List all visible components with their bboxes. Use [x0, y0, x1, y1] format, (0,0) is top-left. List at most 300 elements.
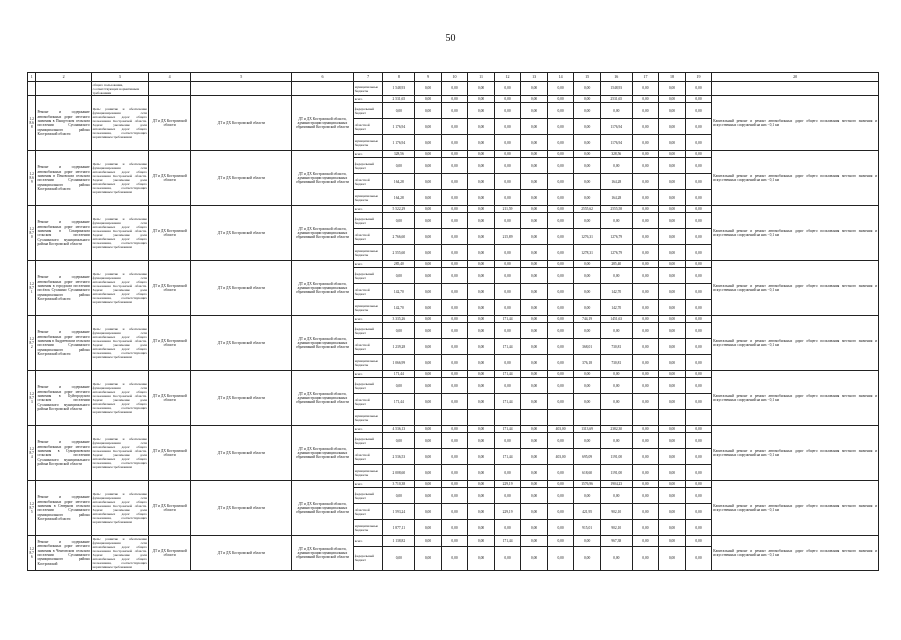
amount-cell: 0,00: [521, 504, 548, 520]
amount-cell: 0,00: [659, 481, 686, 488]
amount-cell: 0,00: [521, 394, 548, 410]
table-row: [28, 261, 879, 268]
amount-cell: 0,00: [521, 206, 548, 213]
amount-cell: 1 877,11: [383, 520, 415, 536]
amount-cell: 0,00: [468, 465, 495, 481]
amount-cell: 0,00: [468, 371, 495, 378]
amount-cell: 0,00: [468, 229, 495, 245]
item-number: 1.28.70: [28, 206, 36, 261]
amount-cell: 0,00: [468, 504, 495, 520]
amount-cell: 229,19: [494, 481, 521, 488]
item-number: 1.28.73: [28, 371, 36, 426]
goal-text: Цель: развитие и обеспечение функционирования сети автомобильных дорог общего пользования Костромской области. Задача: увеличение доли автомобильных дорог общего пользования, соответствующих нормативным требованиям: [91, 371, 148, 426]
amount-cell: 0,00: [441, 284, 468, 300]
amount-cell: 0,00: [441, 158, 468, 174]
amount-cell: 164,28: [383, 174, 415, 190]
amount-cell: 0,00: [685, 151, 712, 158]
co-executor: ДТ и ДХ Костромской области: [191, 151, 292, 206]
amount-cell: 0,00: [685, 323, 712, 339]
recipient: ДТ и ДХ Костромской области, администрации муниципальных образований Костромской области: [292, 151, 354, 206]
amount-cell: 0,00: [547, 103, 574, 119]
amount-cell: 0,00: [468, 394, 495, 410]
amount-cell: 0,00: [415, 190, 442, 206]
amount-cell: 0,00: [659, 261, 686, 268]
funding-source: областной бюджет: [353, 119, 383, 135]
amount-cell: 171,44: [494, 394, 521, 410]
amount-cell: 0,00: [468, 284, 495, 300]
amount-cell: 0,00: [685, 135, 712, 151]
amount-cell: 0,00: [441, 151, 468, 158]
amount-cell: 0,00: [547, 520, 574, 536]
empty-cell: [712, 82, 879, 96]
executor: ДТ и ДХ Костромской области: [148, 261, 190, 316]
amount-cell: 0,00: [521, 135, 548, 151]
item-number: 1.28.72: [28, 316, 36, 371]
amount-cell: 0,00: [632, 546, 659, 570]
amount-cell: 0,00: [685, 103, 712, 119]
amount-cell: 0,00: [659, 449, 686, 465]
amount-cell: 1 138,82: [383, 536, 415, 547]
amount-cell: 0,00: [415, 465, 442, 481]
amount-cell: [494, 410, 521, 426]
amount-cell: 0,00: [685, 119, 712, 135]
item-name: Ремонт и содержание автомобильных дорог местного значения в Сумароковском сельском поселении Сусанинского муниципального района Костромской области: [36, 426, 91, 481]
amount-cell: 0,00: [574, 488, 601, 504]
amount-cell: 0,00: [685, 82, 712, 96]
amount-cell: 0,00: [441, 355, 468, 371]
amount-cell: 0,00: [547, 481, 574, 488]
funding-source: всего: [353, 481, 383, 488]
amount-cell: 0,00: [685, 426, 712, 433]
amount-cell: 0,00: [494, 378, 521, 394]
amount-cell: 0,00: [494, 103, 521, 119]
column-number: 12: [494, 73, 521, 82]
amount-cell: 0,00: [659, 378, 686, 394]
amount-cell: 0,00: [494, 213, 521, 229]
amount-cell: 0,00: [468, 536, 495, 547]
recipient: ДТ и ДХ Костромской области, администрации муниципальных образований Костромской области: [292, 96, 354, 151]
amount-cell: 0,00: [659, 433, 686, 449]
funding-source: федеральный бюджет: [353, 103, 383, 119]
amount-cell: 0,00: [468, 174, 495, 190]
amount-cell: 0,00: [521, 82, 548, 96]
amount-cell: 0,00: [441, 174, 468, 190]
amount-cell: [600, 410, 632, 426]
amount-cell: 0,00: [659, 284, 686, 300]
amount-cell: 0,00: [547, 284, 574, 300]
amount-cell: 0,00: [659, 229, 686, 245]
amount-cell: 0,00: [494, 135, 521, 151]
amount-cell: 2 555,60: [383, 245, 415, 261]
amount-cell: 0,00: [547, 433, 574, 449]
amount-cell: 0,00: [574, 96, 601, 103]
amount-cell: 967,38: [600, 536, 632, 547]
amount-cell: 2 008,60: [383, 465, 415, 481]
amount-cell: 0,00: [574, 323, 601, 339]
amount-cell: 0,00: [441, 245, 468, 261]
amount-cell: 421,95: [574, 504, 601, 520]
amount-cell: 0,00: [574, 284, 601, 300]
goal-text: Цель: развитие и обеспечение функционирования сети автомобильных дорог общего пользования Костромской области. Задача: увеличение доли автомобильных дорог общего пользования, соответствующих нормативным требованиям: [91, 426, 148, 481]
executor: ДТ и ДХ Костромской области: [148, 151, 190, 206]
funding-source: областной бюджет: [353, 504, 383, 520]
amount-cell: [441, 410, 468, 426]
co-executor: ДТ и ДХ Костромской области: [191, 371, 292, 426]
amount-cell: 0,00: [521, 229, 548, 245]
amount-cell: 0,00: [415, 103, 442, 119]
amount-cell: 171,44: [494, 339, 521, 355]
amount-cell: 0,00: [632, 284, 659, 300]
item-name: Ремонт и содержание автомобильных дорог местного значения в Сокиринском сельском поселении Сусанинского муниципального района Костромской области: [36, 206, 91, 261]
amount-cell: 0,00: [441, 229, 468, 245]
amount-cell: 0,00: [521, 546, 548, 570]
amount-cell: 0,00: [574, 371, 601, 378]
amount-cell: 0,00: [600, 394, 632, 410]
amount-cell: 0,00: [415, 284, 442, 300]
amount-cell: 0,00: [547, 158, 574, 174]
amount-cell: 0,00: [494, 433, 521, 449]
funding-source: всего: [353, 206, 383, 213]
funding-source: федеральный бюджет: [353, 378, 383, 394]
amount-cell: 285,40: [600, 261, 632, 268]
amount-cell: 0,00: [494, 158, 521, 174]
empty-cell: [28, 82, 36, 96]
amount-cell: 0,00: [521, 119, 548, 135]
amount-cell: 142,70: [383, 284, 415, 300]
amount-cell: 0,00: [521, 465, 548, 481]
amount-cell: 0,00: [415, 213, 442, 229]
amount-cell: 403,00: [547, 449, 574, 465]
amount-cell: 0,00: [632, 323, 659, 339]
amount-cell: 0,00: [659, 465, 686, 481]
column-number: 6: [292, 73, 354, 82]
amount-cell: 0,00: [659, 96, 686, 103]
column-number-row: [28, 73, 879, 82]
amount-cell: 0,00: [415, 174, 442, 190]
amount-cell: 0,00: [632, 536, 659, 547]
amount-cell: 0,00: [494, 488, 521, 504]
amount-cell: 0,00: [574, 378, 601, 394]
amount-cell: 0,00: [574, 135, 601, 151]
amount-cell: 0,00: [468, 151, 495, 158]
amount-cell: 0,00: [574, 158, 601, 174]
funding-source: всего: [353, 426, 383, 433]
amount-cell: 0,00: [600, 433, 632, 449]
amount-cell: 0,00: [415, 433, 442, 449]
executor: ДТ и ДХ Костромской области: [148, 316, 190, 371]
amount-cell: 0,00: [632, 394, 659, 410]
expected-result: Капитальный ремонт и ремонт автомобильных дорог общего пользования местного значения и искусственных сооружений на них - 0,1 км: [712, 536, 879, 571]
amount-cell: 0,00: [632, 151, 659, 158]
amount-cell: 0,00: [685, 245, 712, 261]
amount-cell: 0,00: [685, 520, 712, 536]
recipient: ДТ и ДХ Костромской области, администрации муниципальных образований Костромской области: [292, 371, 354, 426]
amount-cell: 0,00: [685, 268, 712, 284]
amount-cell: 0,00: [415, 520, 442, 536]
amount-cell: 0,00: [521, 355, 548, 371]
amount-cell: 1 593,24: [383, 504, 415, 520]
amount-cell: 0,00: [659, 323, 686, 339]
amount-cell: 0,00: [659, 520, 686, 536]
amount-cell: 0,00: [685, 465, 712, 481]
funding-source: всего: [353, 371, 383, 378]
amount-cell: 285,40: [383, 261, 415, 268]
funding-source: всего: [353, 151, 383, 158]
table-row: [28, 316, 879, 323]
amount-cell: 0,00: [521, 520, 548, 536]
funding-source: муниципальные бюджеты: [353, 245, 383, 261]
amount-cell: 0,00: [632, 245, 659, 261]
amount-cell: 0,00: [494, 82, 521, 96]
funding-source: муниципальные бюджеты: [353, 355, 383, 371]
amount-cell: 0,00: [521, 433, 548, 449]
amount-cell: 0,00: [415, 355, 442, 371]
amount-cell: 0,00: [494, 190, 521, 206]
amount-cell: 0,00: [632, 119, 659, 135]
amount-cell: 0,00: [659, 119, 686, 135]
amount-cell: 0,00: [547, 135, 574, 151]
goal-text-cont: общего пользования, соответствующих нормативным требованиям: [91, 82, 148, 96]
amount-cell: 0,00: [494, 355, 521, 371]
amount-cell: 0,00: [547, 213, 574, 229]
amount-cell: 0,00: [685, 394, 712, 410]
funding-source: федеральный бюджет: [353, 323, 383, 339]
amount-cell: 0,00: [600, 213, 632, 229]
amount-cell: 0,00: [547, 300, 574, 316]
amount-cell: 0,00: [659, 158, 686, 174]
amount-cell: 0,00: [632, 355, 659, 371]
amount-cell: 0,00: [547, 316, 574, 323]
amount-cell: 0,00: [441, 316, 468, 323]
amount-cell: 0,00: [632, 213, 659, 229]
amount-cell: 0,00: [415, 426, 442, 433]
amount-cell: 0,00: [383, 268, 415, 284]
table-row: [28, 426, 879, 433]
amount-cell: 0,00: [468, 135, 495, 151]
amount-cell: 0,00: [468, 323, 495, 339]
goal-text: Цель: развитие и обеспечение функционирования сети автомобильных дорог общего пользования Костромской области. Задача: увеличение доли автомобильных дорог общего пользования, соответствующих нормативным требованиям: [92, 536, 147, 570]
amount-cell: 0,00: [632, 481, 659, 488]
amount-cell: 0,00: [468, 119, 495, 135]
funding-source: областной бюджет: [353, 394, 383, 410]
amount-cell: 0,00: [415, 371, 442, 378]
amount-cell: 0,00: [415, 245, 442, 261]
amount-cell: 0,00: [659, 488, 686, 504]
funding-source: муниципальные бюджеты: [353, 300, 383, 316]
amount-cell: 142,70: [600, 300, 632, 316]
amount-cell: 0,00: [600, 268, 632, 284]
amount-cell: 0,00: [685, 174, 712, 190]
amount-cell: 0,00: [468, 245, 495, 261]
amount-cell: 0,00: [632, 449, 659, 465]
amount-cell: 0,00: [547, 504, 574, 520]
amount-cell: 0,00: [468, 82, 495, 96]
column-number: 1: [28, 73, 36, 82]
amount-cell: 0,00: [441, 119, 468, 135]
amount-cell: 0,00: [521, 158, 548, 174]
amount-cell: 0,00: [600, 103, 632, 119]
amount-cell: 0,00: [547, 206, 574, 213]
amount-cell: 0,00: [574, 119, 601, 135]
amount-cell: 0,00: [632, 371, 659, 378]
amount-cell: 0,00: [441, 536, 468, 547]
column-number: 10: [441, 73, 468, 82]
amount-cell: [468, 410, 495, 426]
amount-cell: 0,00: [383, 323, 415, 339]
funding-source: федеральный бюджет: [353, 213, 383, 229]
amount-cell: 5 522,29: [383, 206, 415, 213]
item-number: 1.28.75: [28, 481, 36, 536]
amount-cell: 0,00: [441, 433, 468, 449]
amount-cell: 0,00: [632, 316, 659, 323]
amount-cell: 0,00: [521, 378, 548, 394]
goal-text: Цель: развитие и обеспечение функционирования сети автомобильных дорог общего пользования Костромской области. Задача: увеличение доли автомобильных дорог общего пользования, соответствующих нормативным требованиям: [91, 206, 148, 261]
amount-cell: 0,00: [468, 426, 495, 433]
amount-cell: 403,00: [547, 426, 574, 433]
amount-cell: 0,00: [632, 96, 659, 103]
amount-cell: 0,00: [441, 96, 468, 103]
column-number: 5: [191, 73, 292, 82]
amount-cell: 0,00: [632, 229, 659, 245]
amount-cell: 0,00: [547, 355, 574, 371]
amount-cell: 0,00: [600, 323, 632, 339]
column-number: 16: [600, 73, 632, 82]
expected-result: Капитальный ремонт и ремонт автомобильных дорог общего пользования местного значения и искусственных сооружений на них - 0,1 км: [712, 371, 879, 426]
amount-cell: 0,00: [468, 378, 495, 394]
amount-cell: 0,00: [632, 174, 659, 190]
amount-cell: 0,00: [441, 213, 468, 229]
amount-cell: 0,00: [659, 213, 686, 229]
funding-source: федеральный бюджет: [353, 268, 383, 284]
amount-cell: 902,10: [600, 520, 632, 536]
amount-cell: 0,00: [632, 206, 659, 213]
amount-cell: 1278,31: [574, 245, 601, 261]
amount-cell: 0,00: [685, 316, 712, 323]
amount-cell: 0,00: [685, 339, 712, 355]
amount-cell: 0,00: [415, 300, 442, 316]
amount-cell: 0,00: [468, 268, 495, 284]
amount-cell: [521, 410, 548, 426]
amount-cell: 0,00: [521, 284, 548, 300]
amount-cell: 215,89: [494, 229, 521, 245]
amount-cell: 164,28: [600, 190, 632, 206]
amount-cell: [415, 410, 442, 426]
amount-cell: 1276,31: [574, 229, 601, 245]
amount-cell: 0,00: [441, 394, 468, 410]
amount-cell: 0,00: [685, 481, 712, 488]
executor: ДТ и ДХ Костромской области: [148, 426, 190, 481]
amount-cell: 0,00: [685, 300, 712, 316]
amount-cell: 0,00: [415, 339, 442, 355]
funding-source: всего: [353, 536, 383, 547]
column-number: 7: [353, 73, 383, 82]
amount-cell: 0,00: [659, 371, 686, 378]
amount-cell: 0,00: [383, 546, 415, 570]
amount-cell: 0,00: [441, 488, 468, 504]
table-row: [28, 536, 879, 547]
amount-cell: 0,00: [415, 488, 442, 504]
amount-cell: 0,00: [415, 268, 442, 284]
amount-cell: 2531,65: [600, 96, 632, 103]
item-name: Ремонт и содержание автомобильных дорог местного значения в Северном сельском поселении Сусанинского муниципального района Костромской области: [36, 481, 91, 536]
funding-source: областной бюджет: [353, 449, 383, 465]
funding-source: федеральный бюджет: [353, 546, 383, 570]
amount-cell: 0,00: [659, 135, 686, 151]
column-number: 3: [91, 73, 148, 82]
amount-cell: 0,00: [521, 268, 548, 284]
amount-cell: 0,00: [685, 261, 712, 268]
amount-cell: 0,00: [383, 433, 415, 449]
program-table: [27, 72, 879, 571]
amount-cell: 618,60: [574, 465, 601, 481]
funding-source: областной бюджет: [353, 229, 383, 245]
amount-cell: 0,00: [441, 190, 468, 206]
amount-cell: 0,00: [600, 488, 632, 504]
amount-cell: 171,44: [494, 536, 521, 547]
amount-cell: 0,00: [521, 261, 548, 268]
funding-source: федеральный бюджет: [353, 158, 383, 174]
item-name: Ремонт и содержание автомобильных дорог местного значения в Пеновском сельском поселении Сусанинского муниципального района Костромской области: [36, 151, 91, 206]
amount-cell: 0,00: [441, 206, 468, 213]
amount-cell: 0,00: [383, 488, 415, 504]
amount-cell: 0,00: [659, 504, 686, 520]
amount-cell: 0,00: [632, 433, 659, 449]
amount-cell: 0,00: [685, 433, 712, 449]
amount-cell: 902,10: [600, 504, 632, 520]
amount-cell: 0,00: [441, 378, 468, 394]
amount-cell: 0,00: [659, 426, 686, 433]
amount-cell: 0,00: [415, 82, 442, 96]
amount-cell: 0,00: [600, 378, 632, 394]
amount-cell: 0,00: [600, 546, 632, 570]
amount-cell: 730,81: [600, 339, 632, 355]
amount-cell: 0,00: [547, 536, 574, 547]
amount-cell: 0,00: [441, 82, 468, 96]
amount-cell: 0,00: [632, 378, 659, 394]
amount-cell: 1176,94: [600, 135, 632, 151]
column-number: 19: [685, 73, 712, 82]
funding-source: областной бюджет: [353, 284, 383, 300]
amount-cell: 1276,79: [600, 245, 632, 261]
amount-cell: 730,81: [600, 355, 632, 371]
amount-cell: 0,00: [547, 371, 574, 378]
amount-cell: 0,00: [415, 316, 442, 323]
executor: ДТ и ДХ Костромской области: [148, 371, 190, 426]
amount-cell: 0,00: [494, 284, 521, 300]
amount-cell: 0,00: [415, 378, 442, 394]
executor: ДТ и ДХ Костромской области: [148, 206, 190, 261]
table-row: [28, 371, 879, 378]
amount-cell: 0,00: [441, 103, 468, 119]
amount-cell: 0,00: [632, 268, 659, 284]
amount-cell: 0,00: [468, 339, 495, 355]
recipient: ДТ и ДХ Костромской области, администрации муниципальных образований Костромской области: [292, 481, 354, 536]
amount-cell: 171,44: [383, 371, 415, 378]
amount-cell: 0,00: [659, 268, 686, 284]
amount-cell: 0,00: [632, 135, 659, 151]
amount-cell: 0,00: [547, 229, 574, 245]
column-number: 4: [148, 73, 190, 82]
recipient: ДТ и ДХ Костромской области, администрации муниципальных образований Костромской области: [292, 261, 354, 316]
amount-cell: 0,00: [574, 300, 601, 316]
amount-cell: 0,00: [494, 174, 521, 190]
amount-cell: 0,00: [521, 151, 548, 158]
amount-cell: 0,00: [441, 449, 468, 465]
amount-cell: 0,00: [441, 135, 468, 151]
amount-cell: 164,28: [600, 174, 632, 190]
amount-cell: 0,00: [415, 261, 442, 268]
amount-cell: 0,00: [494, 546, 521, 570]
